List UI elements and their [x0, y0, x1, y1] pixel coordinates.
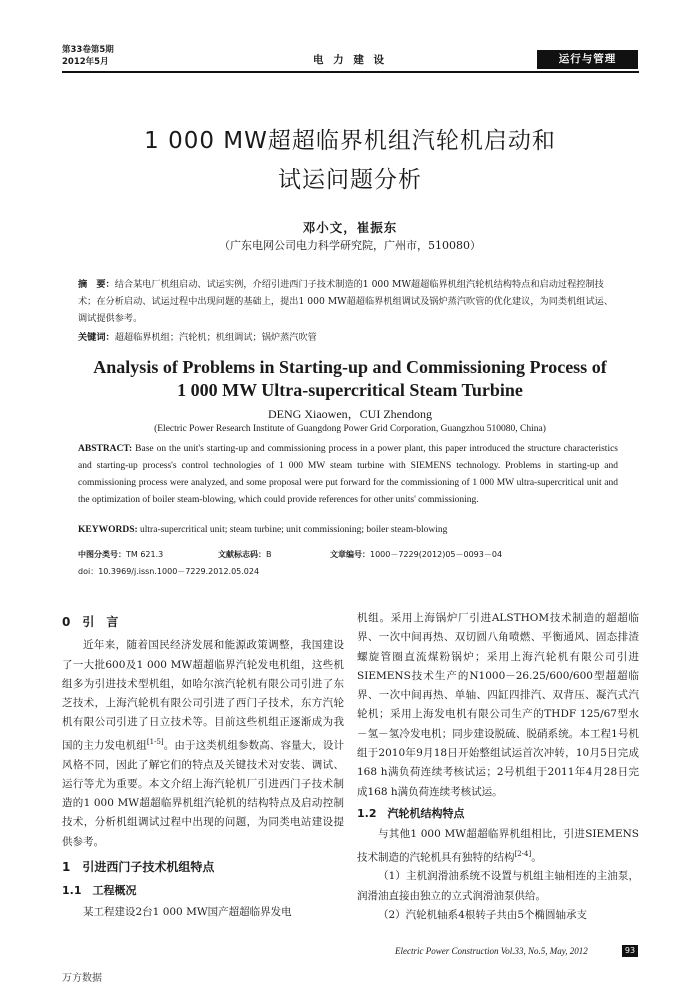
project-continued-paragraph: 机组。采用上海锅炉厂引进ALSTHOM技术制造的超超临界、一次中间再热、双切圆八角喷燃、平衡通风、固态排渣螺旋管圈直流煤粉锅炉；采用上海汽轮机有限公司引进SIEMENS技术生产的N1000－26.25/600/600型超超临界、一次中间再热、单轴、四缸四排汽、双背压、凝汽式汽轮机；采用上海发电机有限公司生产的THDF 125/67型水－氢－氢冷发电机；同步建设脱硫、脱硝系统。本工程1号机组于2010年9月18日开始整组试运首次冲转，10月5日完成168 h满负荷连续考核试运；2号机组于2011年4月28日完成168 h满负荷连续考核试运。 — [357, 612, 639, 798]
body-right-column — [357, 609, 639, 925]
intro-paragraph — [62, 636, 344, 852]
structure-intro-paragraph — [357, 825, 639, 867]
doc-code-label: 文献标志码： — [218, 550, 266, 559]
doi — [78, 566, 259, 577]
keywords-en — [78, 525, 618, 535]
keywords-cn-text: 超超临界机组；汽轮机；机组调试；锅炉蒸汽吹管 — [114, 332, 317, 343]
project-overview-paragraph: 某工程建设2台1 000 MW国产超超临界发电 — [83, 905, 292, 918]
structure-text-b: 。 — [531, 851, 542, 864]
structure-item-2: （2）汽轮机轴系4根转子共由5个椭圆轴承支 — [378, 908, 588, 921]
page-number: 93 — [622, 945, 638, 957]
title-cn-line1: 1 000 MW超超临界机组汽轮机启动和 — [144, 128, 556, 154]
abstract-cn — [78, 276, 618, 327]
section-heading-1: 1 引进西门子技术机组特点 — [62, 860, 215, 875]
abstract-en-text: Base on the unit's starting-up and commissioning process in a power plant, this paper introduced the structure characteristics and starting-up process's control technologies of 1 000 MW steam turbine with SIEMENS technology. Problems in starting-up and commissioning process were analyzed, and some proposal were put forward for the commissioning of 1 000 MW ultra-supercritical unit and the optimization of boiler steam-blowing, which could provide references for other units' commissioning. — [78, 444, 618, 505]
authors-en: DENG Xiaowen，CUI Zhendong — [268, 407, 432, 421]
abstract-en — [78, 441, 618, 509]
doi-label: doi： — [78, 567, 99, 576]
abstract-cn-text: 结合某电厂机组启动、试运实例，介绍引进西门子技术制造的1 000 MW超超临界机组汽轮机结构特点和启动过程控制技术；在分析启动、试运过程中出现问题的基础上，提出1 000 MW超超临界机组调试及锅炉蒸汽吹管的优化建议，为同类机组试运、调试提供参考。 — [78, 279, 614, 324]
affiliation-en: (Electric Power Research Institute of Guangdong Power Grid Corporation, Guangzhou 510080, China) — [154, 424, 546, 434]
article-no-value: 1000－7229(2012)05－0093－04 — [370, 550, 503, 559]
watermark: 万方数据 — [62, 973, 102, 984]
title-cn-line2: 试运问题分析 — [278, 167, 422, 193]
citation-ref: [1-5] — [146, 737, 164, 746]
journal-name: 电 力 建 设 — [313, 54, 387, 66]
title-en-line2: 1 000 MW Ultra-supercritical Steam Turbine — [177, 380, 523, 400]
header-rule — [62, 71, 639, 73]
abstract-cn-label: 摘 要： — [78, 279, 115, 290]
keywords-cn — [78, 329, 618, 346]
doi-value: 10.3969/j.issn.1000－7229.2012.05.024 — [98, 567, 260, 576]
clc-number — [78, 549, 163, 560]
footer-citation: Electric Power Construction Vol.33, No.5, May, 2012 — [395, 946, 588, 956]
intro-text-b: 。由于这类机组参数高、容量大，设计风格不同，因此了解它们的特点及关键技术对安装、调试、运行等尤为重要。本文介绍上海汽轮机厂引进西门子技术制造的1 000 MW超超临界机组汽轮机的结构特点及启动控制技术，分析机组调试过程中出现的问题，为同类电站建设提供参考。 — [62, 739, 345, 848]
keywords-cn-label: 关键词： — [78, 332, 115, 343]
title-en-line1: Analysis of Problems in Starting-up and Commissioning Process of — [93, 357, 607, 377]
clc-label: 中图分类号： — [78, 550, 126, 559]
structure-text-a: 与其他1 000 MW超超临界机组相比，引进SIEMENS技术制造的汽轮机具有独特的结构 — [357, 828, 639, 864]
affiliation-cn: （广东电网公司电力科学研究院，广州市，510080） — [219, 239, 481, 252]
keywords-en-label: KEYWORDS: — [78, 525, 138, 535]
doc-code-value: B — [266, 550, 272, 559]
abstract-en-label: ABSTRACT: — [78, 444, 133, 454]
issue-date: 2012年5月 — [62, 57, 109, 67]
clc-value: TM 621.3 — [126, 550, 164, 559]
section-heading-intro: 0 引 言 — [62, 615, 119, 629]
body-left-column — [62, 613, 344, 922]
article-no-label: 文章编号： — [330, 550, 370, 559]
authors-cn: 邓小文，崔振东 — [302, 220, 398, 235]
volume-issue: 第33卷第5期 — [62, 45, 114, 55]
article-number — [330, 549, 502, 560]
subsection-heading-1-1: 1.1 工程概况 — [62, 884, 137, 898]
section-badge: 运行与管理 — [537, 50, 638, 69]
structure-item-1: （1）主机润滑油系统不设置与机组主轴相连的主油泵，润滑油直接由独立的立式润滑油泵供给。 — [357, 870, 639, 902]
subsection-heading-1-2: 1.2 汽轮机结构特点 — [357, 806, 465, 820]
intro-text-a: 近年来，随着国民经济发展和能源政策调整，我国建设了一大批600及1 000 MW超超临界汽轮发电机组，这些机组多为引进技术型机组，如哈尔滨汽轮机有限公司引进了东芝技术，上海汽轮机有限公司引进了西门子技术，东方汽轮机有限公司引进了日立技术等。目前这些机组正逐渐成为我国的主力发电机组 — [62, 639, 344, 752]
citation-ref: [2-4] — [514, 849, 532, 858]
keywords-en-text: ultra-supercritical unit; steam turbine; unit commissioning; boiler steam-blowing — [140, 525, 448, 535]
document-code — [218, 549, 272, 560]
